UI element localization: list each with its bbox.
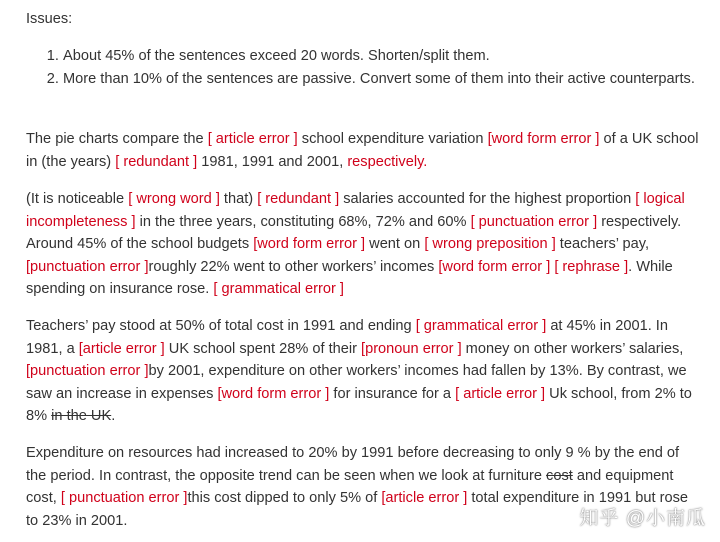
text-segment: for insurance for a	[329, 385, 456, 402]
error-tag: [ grammatical error ]	[213, 281, 344, 297]
error-tag: [punctuation error ]	[26, 363, 149, 379]
text-segment: roughly 22% went to other workers’ incomes	[148, 258, 439, 275]
text-segment: at 45% in 2001. In 1981, a	[26, 318, 668, 357]
text-segment: UK school spent 28% of their	[164, 340, 362, 357]
text-segment: school expenditure variation	[297, 131, 488, 147]
text-segment: in the three years, constituting 68%, 72% and 60%	[135, 213, 471, 230]
error-tag: [ punctuation error ]	[470, 213, 598, 230]
watermark-logo: 知乎 @小南瓜	[579, 507, 706, 529]
error-tag: [word form error ]	[487, 131, 600, 147]
error-tag: [article error ]	[78, 340, 165, 357]
text-segment: .	[111, 408, 116, 424]
error-tag: [ wrong word ]	[128, 191, 220, 207]
text-segment: money on other workers’ salaries,	[461, 340, 684, 357]
text-segment: by 2001, expenditure on other workers’ incomes had fallen by 13%. By contrast, we saw an increase in expenses	[26, 363, 687, 402]
paragraph-teachers-pay	[26, 315, 702, 428]
issues-heading: Issues:	[26, 11, 73, 27]
text-segment: of a UK school in (the years)	[26, 131, 699, 170]
error-tag: respectively.	[347, 153, 428, 170]
paragraph-salaries	[26, 188, 702, 301]
issue-item: 2. More than 10% of the sentences are passive. Convert some of them into their active counterparts.	[63, 68, 703, 91]
text-segment: respectively. Around 45% of the school budgets	[26, 213, 682, 252]
error-tag: [word form error ]	[438, 258, 551, 275]
text-segment: 1981, 1991 and 2001,	[197, 153, 348, 170]
text-segment: went on	[365, 236, 425, 252]
text-segment: this cost dipped to only 5% of	[187, 490, 382, 506]
error-tag: [ rephrase ]	[554, 258, 629, 275]
error-tag: [ logical incompleteness ]	[26, 191, 685, 230]
error-tag: [ punctuation error ]	[60, 490, 188, 506]
text-segment: salaries accounted for the highest proportion	[339, 191, 636, 207]
error-tag: [ redundant ]	[115, 153, 198, 170]
issues-list	[26, 45, 703, 90]
error-tag: [ grammatical error ]	[415, 318, 547, 334]
text-segment: . While spending on insurance rose.	[26, 258, 673, 297]
error-tag: [punctuation error ]	[26, 258, 149, 275]
error-tag: [word form error ]	[217, 385, 330, 402]
error-tag: [ redundant ]	[257, 191, 340, 207]
error-tag: [article error ]	[381, 490, 468, 506]
struck-text: cost	[546, 467, 573, 484]
issue-item: 1. About 45% of the sentences exceed 20 words. Shorten/split them.	[63, 45, 703, 68]
paragraph-introduction	[26, 128, 702, 173]
text-segment: total expenditure in 1991 but rose to 23% in 2001.	[26, 490, 688, 529]
error-tag: [word form error ]	[253, 236, 366, 252]
text-segment: Teachers’ pay stood at 50% of total cost in 1991 and ending	[26, 318, 416, 334]
text-segment: and equipment cost,	[26, 467, 674, 506]
error-tag: [ article error ]	[455, 385, 546, 402]
error-tag: [pronoun error ]	[361, 340, 462, 357]
text-segment: teachers’ pay,	[555, 236, 650, 252]
text-segment: (It is noticeable	[26, 191, 129, 207]
text-segment: Uk school, from 2% to 8%	[26, 385, 692, 424]
text-segment: that)	[219, 191, 258, 207]
text-segment: Expenditure on resources had increased to 20% by 1991 before decreasing to only 9 % by the end of the period. In contrast, the opposite trend can be seen when we look at furniture	[26, 445, 680, 484]
struck-text: in the UK	[51, 408, 112, 424]
error-tag: [ article error ]	[207, 131, 298, 147]
error-tag: [ wrong preposition ]	[424, 236, 556, 252]
text-segment: The pie charts compare the	[26, 131, 208, 147]
